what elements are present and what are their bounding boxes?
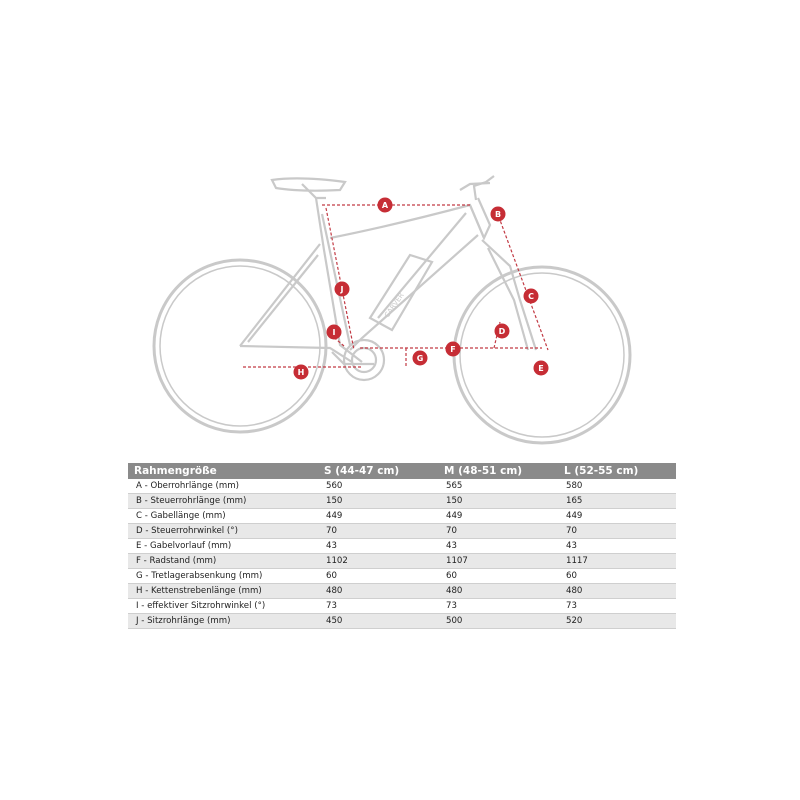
brand-logo: CARVER: [383, 291, 406, 320]
value-l: 70: [558, 524, 676, 539]
value-m: 480: [438, 584, 558, 599]
svg-text:J: J: [340, 285, 344, 294]
value-s: 73: [318, 599, 438, 614]
table-row: [128, 569, 676, 584]
value-s: 70: [318, 524, 438, 539]
row-label: I - effektiver Sitzrohrwinkel (°): [128, 599, 318, 614]
table-header-row: [128, 463, 676, 479]
geometry-table: [128, 463, 676, 629]
row-label: E - Gabelvorlauf (mm): [128, 539, 318, 554]
svg-text:I: I: [332, 328, 336, 337]
svg-text:A: A: [381, 201, 389, 210]
value-s: 1102: [318, 554, 438, 569]
table-row: [128, 494, 676, 509]
table-row: [128, 599, 676, 614]
marker-e: [534, 361, 549, 376]
row-label: J - Sitzrohrlänge (mm): [128, 614, 318, 629]
marker-a: [378, 198, 393, 213]
value-s: 43: [318, 539, 438, 554]
value-m: 73: [438, 599, 558, 614]
row-label: A - Oberrohrlänge (mm): [128, 479, 318, 494]
value-s: 449: [318, 509, 438, 524]
value-s: 450: [318, 614, 438, 629]
value-l: 520: [558, 614, 676, 629]
value-m: 1107: [438, 554, 558, 569]
svg-text:B: B: [494, 210, 502, 219]
table-row: [128, 479, 676, 494]
value-s: 560: [318, 479, 438, 494]
marker-d: [495, 324, 510, 339]
row-label: B - Steuerrohrlänge (mm): [128, 494, 318, 509]
value-s: 150: [318, 494, 438, 509]
value-l: 165: [558, 494, 676, 509]
svg-text:H: H: [297, 368, 305, 377]
row-label: H - Kettenstrebenlänge (mm): [128, 584, 318, 599]
value-m: 70: [438, 524, 558, 539]
value-m: 150: [438, 494, 558, 509]
svg-text:E: E: [538, 364, 544, 373]
table-row: [128, 539, 676, 554]
front-wheel: [454, 267, 630, 443]
row-label: G - Tretlagerabsenkung (mm): [128, 569, 318, 584]
marker-j: [335, 282, 350, 297]
svg-text:G: G: [416, 354, 424, 363]
svg-text:F: F: [450, 345, 456, 354]
value-l: 60: [558, 569, 676, 584]
table-row: [128, 584, 676, 599]
dimension-lines: [243, 205, 548, 367]
header-size-m: M (48-51 cm): [438, 463, 558, 479]
marker-c: [524, 289, 539, 304]
value-l: 43: [558, 539, 676, 554]
marker-g: [413, 351, 428, 366]
value-s: 480: [318, 584, 438, 599]
value-l: 1117: [558, 554, 676, 569]
value-m: 60: [438, 569, 558, 584]
row-label: C - Gabellänge (mm): [128, 509, 318, 524]
value-s: 60: [318, 569, 438, 584]
marker-f: [446, 342, 461, 357]
marker-h: [294, 365, 309, 380]
marker-i: [327, 325, 342, 340]
header-frame-size: Rahmengröße: [128, 463, 318, 479]
header-size-l: L (52-55 cm): [558, 463, 676, 479]
value-m: 449: [438, 509, 558, 524]
value-l: 480: [558, 584, 676, 599]
table-row: [128, 509, 676, 524]
header-size-s: S (44-47 cm): [318, 463, 438, 479]
table-row: [128, 554, 676, 569]
svg-text:C: C: [528, 292, 534, 301]
value-m: 500: [438, 614, 558, 629]
table-row: [128, 524, 676, 539]
value-l: 580: [558, 479, 676, 494]
table-row: [128, 614, 676, 629]
row-label: F - Radstand (mm): [128, 554, 318, 569]
value-l: 73: [558, 599, 676, 614]
marker-b: [491, 207, 506, 222]
value-m: 43: [438, 539, 558, 554]
value-m: 565: [438, 479, 558, 494]
svg-text:D: D: [498, 327, 506, 336]
row-label: D - Steuerrohrwinkel (°): [128, 524, 318, 539]
value-l: 449: [558, 509, 676, 524]
